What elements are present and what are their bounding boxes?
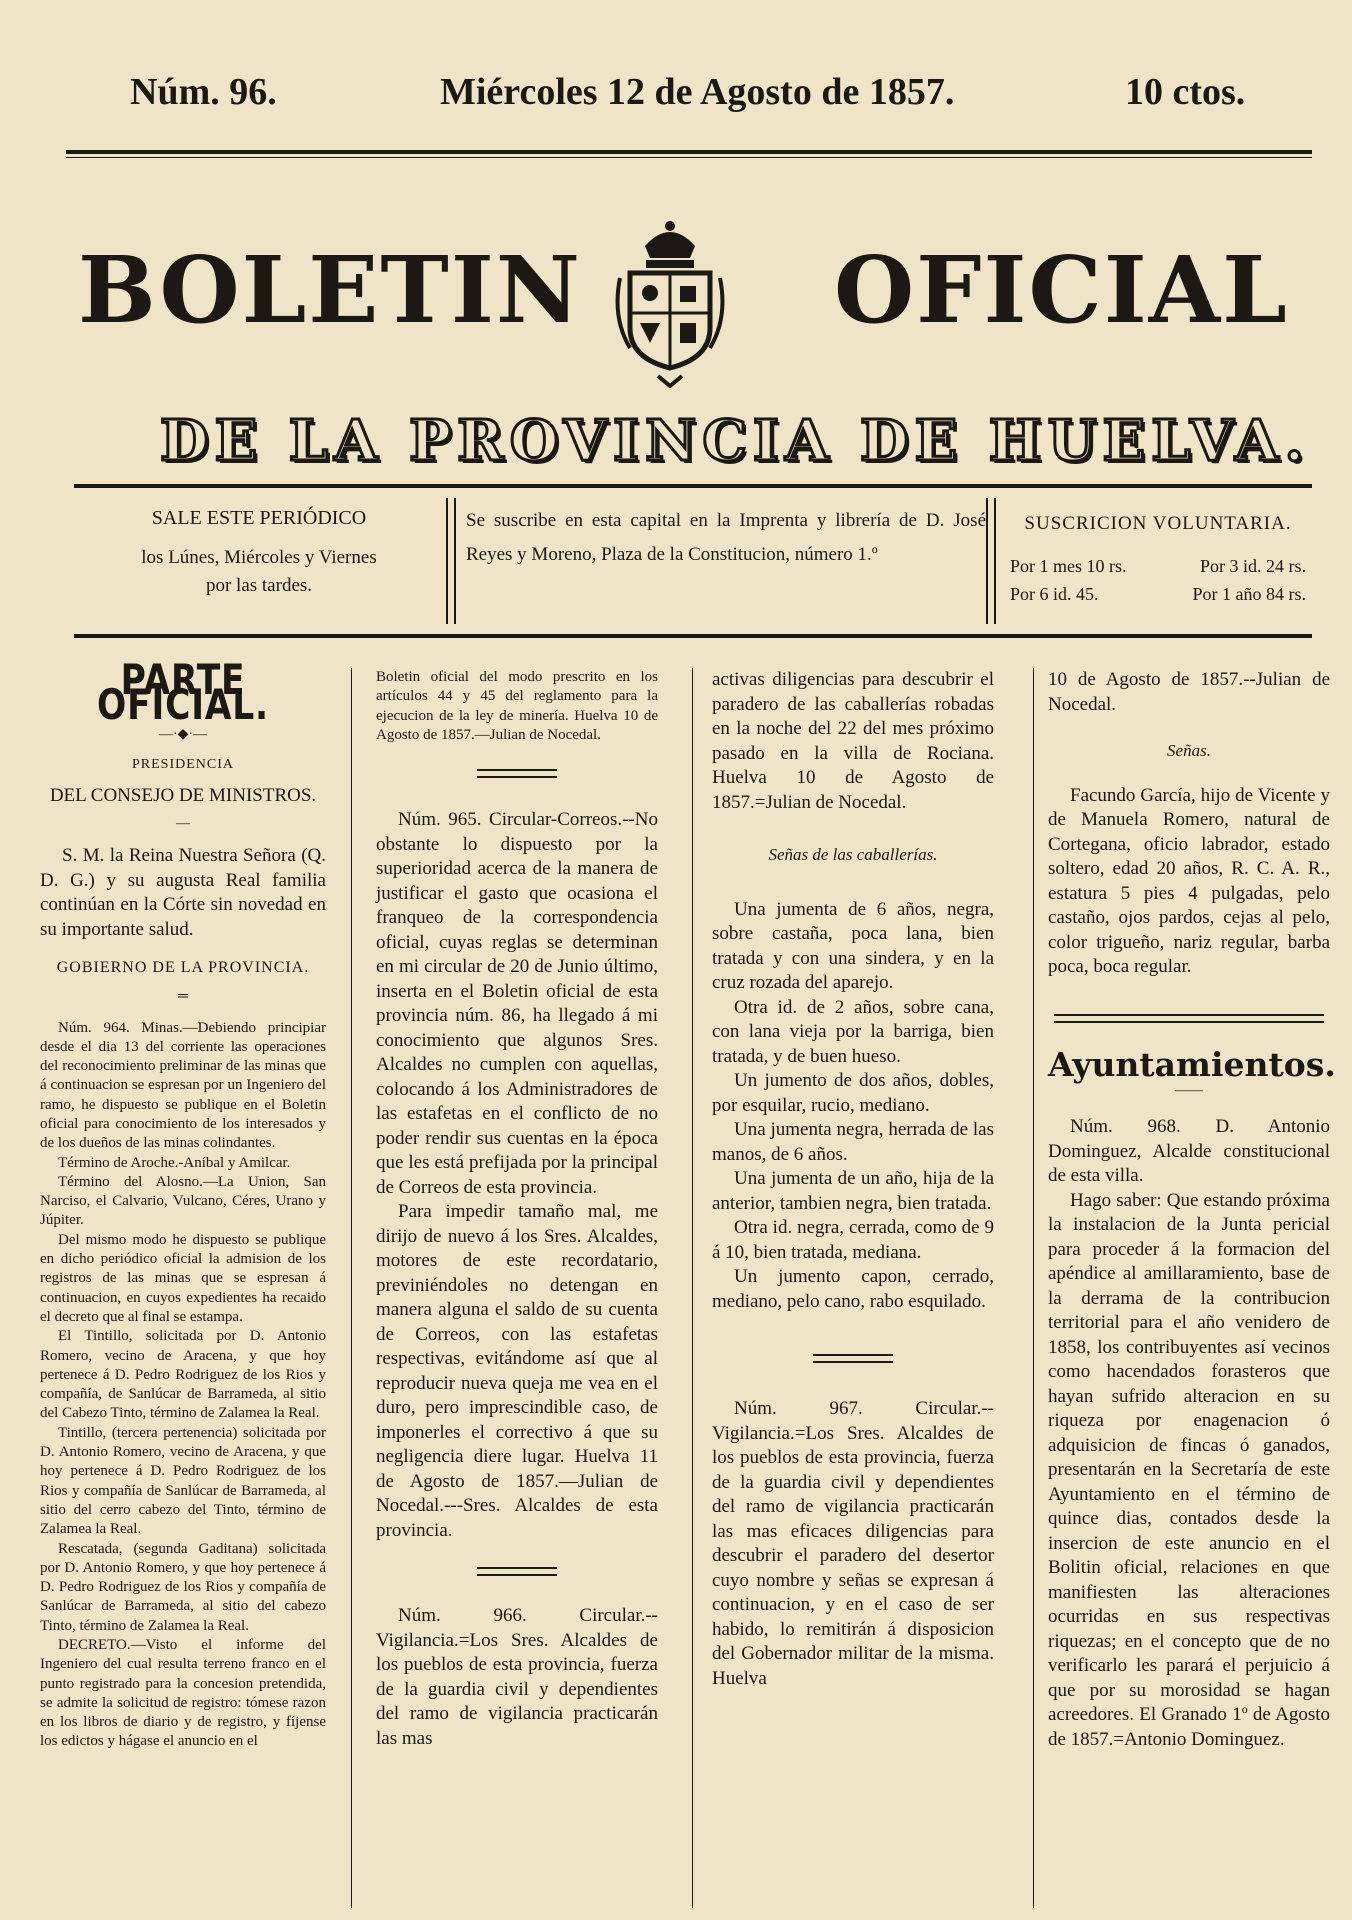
column-rule	[351, 668, 352, 1908]
ornament: —·◆·—	[158, 727, 208, 742]
horse-1: Una jumenta de 6 años, negra, sobre castaña, poca lana, bien tratada y con una sindera, y en la cruz rozada del aparejo.	[712, 898, 994, 993]
price-row	[1004, 552, 1312, 580]
notice-964-decreto: DECRETO.—Visto el informe del Ingeniero del cual resulta terreno franco en el punto registrado para la concesion pretendida, se admite la solicitud de registro: tómese razon en los libros de diario y de registro, y fíjense los edictos y hágase el anuncio en el	[40, 1637, 326, 1750]
notice-964-continued: Boletin oficial del modo prescrito en los artículos 44 y 45 del reglamento para la ejecucion de la ley de minería. Huelva 10 de Agosto de 1857.—Julian de Nocedal.	[376, 669, 658, 743]
price-1-month: Por 1 mes 10 rs.	[1010, 556, 1127, 576]
horse-2: Otra id. de 2 años, sobre cana, con lana vieja por la barriga, bien tratada, y de buen hueso.	[712, 996, 994, 1067]
horse-4: Una jumenta negra, herrada de las manos, de 6 años.	[712, 1119, 994, 1165]
price-3-months: Por 3 id. 24 rs.	[1199, 556, 1306, 576]
notice-964-registros: Del mismo modo he dispuesto se publique en dicho periódico oficial la admision de los registros de las minas que se espresan á continuacion, en cuyos expedientes ha recaido el decreto que al final se estampa.	[40, 1231, 326, 1325]
column-1	[40, 655, 326, 1752]
senas-label: Señas.	[1167, 741, 1211, 760]
notice-964-tintillo: El Tintillo, solicitada por D. Antonio Romero, vecino de Aracena, y que hoy pertenece á D. Pedro Rodriguez de los Rios y compañía, de Sanlúcar de Barrameda, al sitio del Cabezo Tinto, término de Zalamea la Real.	[40, 1328, 326, 1422]
issue-header	[120, 70, 1260, 120]
subscription-prices	[1004, 510, 1312, 656]
ornament: —	[176, 816, 190, 831]
horse-6: Otra id. negra, cerrada, como de 9 á 10, bien tratada, mediana.	[712, 1217, 994, 1263]
senas-caballerias-label: Señas de las caballerías.	[768, 845, 938, 864]
subscription-prices-title: SUSCRICION VOLUNTARIA.	[1024, 513, 1292, 534]
coat-of-arms-icon	[610, 218, 730, 388]
consejo-label: DEL CONSEJO DE MINISTROS.	[49, 784, 317, 806]
subscription-place: Se suscribe en esta capital en la Imprenta y librería de D. José Reyes y Moreno, Plaza de la Constitucion, número 1.º	[466, 510, 986, 565]
notice-968: Núm. 968. D. Antonio Dominguez, Alcalde constitucional de esta villa.	[1048, 1116, 1330, 1186]
column-4	[1048, 668, 1336, 1752]
notice-964-tintillo-3: Tintillo, (tercera pertenencia) solicitada por D. Antonio Romero, vecino de Aracena, y que hoy pertenece á D. Pedro Rodriguez de los Rios y compañía de Sanlúcar de Barrameda, al sitio del cerro cabezo del Tinto, término de Zalamea la Real.	[40, 1424, 326, 1538]
notice-964-alosno: Término del Alosno.—La Union, San Narciso, el Calvario, Vulcano, Céres, Urano y Júpiter.	[40, 1173, 326, 1229]
column-rule	[1033, 668, 1034, 1908]
ornament: ═	[178, 988, 188, 1004]
separator-rule	[477, 1567, 557, 1576]
header-rule-thin	[66, 157, 1312, 158]
notice-966: Núm. 966. Circular.--Vigilancia.=Los Sres. Alcaldes de los pueblos de esta provincia, fuerza de la guardia civil y dependientes del ramo de vigilancia practicarán las mas	[376, 1605, 658, 1749]
publication-days-title: SALE ESTE PERIÓDICO	[151, 507, 367, 529]
section-heading-parte-oficial: PARTE OFICIAL.	[97, 655, 269, 729]
masthead-title-right: OFICIAL	[834, 236, 1289, 344]
separator-rule	[813, 1354, 893, 1363]
masthead-subtitle: DE LA PROVINCIA DE HUELVA.	[160, 408, 1310, 474]
masthead-title-left: BOLETIN	[78, 236, 583, 344]
price-1-year: Por 1 año 84 rs.	[1192, 584, 1306, 604]
notice-964-rescatada: Rescatada, (segunda Gaditana) solicitada por D. Antonio Romero, y que hoy pertenece á D. Pedro Rodriguez de los Rios y compañía de Sanlúcar de Barrameda, al sitio del cabezo Tinto, término de Zalamea la Real.	[40, 1540, 326, 1634]
publication-days	[74, 504, 444, 650]
notice-965-para: Para impedir tamaño mal, me dirijo de nuevo á los Sres. Alcaldes, motores de este recordatario, previniéndoles no detengan en manera alguna el saldo de su cuenta de Correos, con las estafetas respectivas, evitándome así que al reproducir nueva queja me vea en el duro, pero imprescindible caso, de imponerles el correctivo á que su negligencia diere lugar. Huelva 11 de Agosto de 1857.—Julian de Nocedal.---Sres. Alcaldes de esta provincia.	[376, 1201, 658, 1541]
horse-3: Un jumento de dos años, dobles, por esquilar, rucio, mediano.	[712, 1070, 994, 1116]
publication-days-body: los Lúnes, Miércoles y Viernes por las tardes.	[141, 547, 377, 596]
box-divider	[446, 498, 456, 624]
horse-5: Una jumenta de un año, hija de la anterior, tambien negra, bien tratada.	[712, 1168, 994, 1214]
column-2	[376, 668, 658, 1751]
notice-964-aroche: Término de Aroche.-Aníbal y Amilcar.	[58, 1154, 291, 1171]
price-6-months: Por 6 id. 45.	[1010, 584, 1099, 604]
price-row	[1004, 580, 1312, 608]
section-heading-ayuntamientos: Ayuntamientos.	[1048, 1044, 1336, 1084]
royal-health-note: S. M. la Reina Nuestra Señora (Q. D. G.) y su augusta Real familia continúan en la Córte sin novedad en su importante salud.	[40, 845, 326, 940]
notice-967: Núm. 967. Circular.--Vigilancia.=Los Sres. Alcaldes de los pueblos de esta provincia, fuerza de la guardia civil y dependientes del ramo de vigilancia practicarán las mas eficaces diligencias para descubrir el paradero del desertor cuyo nombre y señas se expresan á continuacion, y en el caso de ser habido, lo remitirán á disposicion del Gobernador militar de la misma. Huelva	[712, 1398, 994, 1689]
column-rule	[692, 668, 693, 1908]
notice-964	[40, 1019, 326, 1752]
notice-968-body: Hago saber: Que estando próxima la instalacion de la Junta pericial para proceder á la formacion del apéndice al amillaramiento, base de la derrama de la contribucion territorial para el año venidero de 1858, los contribuyentes así vecinos como hacendados forasteros que hayan sufrido alteracion en su riqueza por enagenacion ó adquisicion de fincas ó ganados, presentarán en la Secretaría de este Ayuntamiento en el término de quince dias, contados desde la insercion de este anuncio en el Bolitin oficial, relaciones en que manifiesten las alteraciones ocurridas en sus respectivas riquezas; en el concepto que de no verificarlo les parará el perjuicio á que por su morosidad se hagan acreedores. El Granado 1º de Agosto de 1857.=Antonio Dominguez.	[1048, 1189, 1330, 1750]
header-rule	[66, 150, 1312, 154]
separator-rule	[1054, 1014, 1324, 1023]
notice-967-continued: 10 de Agosto de 1857.--Julian de Nocedal.	[1048, 669, 1330, 715]
subscription-box	[74, 484, 1312, 638]
gobierno-label: GOBIERNO DE LA PROVINCIA.	[56, 959, 310, 976]
notice-965: Núm. 965. Circular-Correos.--No obstante lo dispuesto por la superioridad acerca de la manera de justificar el gasto que ocasiona el franqueo de la correspondencia oficial, cuyas reglas se determinan en mi circular de 20 de Junio último, inserta en el Boletin oficial de esta provincia núm. 86, ha llegado á mi conocimiento que algunos Sres. Alcaldes no cumplen con aquellas, colocando á los Administradores de las estafetas en el conflicto de no poder rendir sus cuentas en la época que les está prefijada por la principal de Correos de esta provincia.	[376, 809, 658, 1198]
notice-964-body: Núm. 964. Minas.—Debiendo principiar desde el dia 13 del corriente las operaciones del reconocimiento preliminar de las minas que á continuacion se espresan por un Ingeniero del ramo, he dispuesto se publique en el Boletin oficial para conocimiento de los interesados y de los dueños de las minas colindantes.	[40, 1019, 326, 1152]
deserter-description: Facundo García, hijo de Vicente y de Manuela Romero, natural de Cortegana, oficio labrador, estado soltero, edad 20 años, R. C. A. R., estatura 5 pies 4 pulgadas, pelo castaño, ojos pardos, cejas al pelo, color trigueño, nariz regular, barba poca, boca regular.	[1048, 784, 1330, 977]
issue-number: Núm. 96.	[130, 71, 277, 113]
issue-date: Miércoles 12 de Agosto de 1857.	[440, 71, 955, 113]
notice-964-continuation	[376, 668, 658, 745]
horse-7: Un jumento capon, cerrado, mediano, pelo cano, rabo esquilado.	[712, 1266, 994, 1312]
column-3	[712, 668, 994, 1691]
notice-966-continued: activas diligencias para descubrir el paradero de las caballerías robadas en la noche del 22 del mes próximo pasado en la villa de Rociana. Huelva 10 de Agosto de 1857.=Julian de Nocedal.	[712, 669, 994, 813]
presidencia-label: PRESIDENCIA	[131, 757, 234, 772]
separator-rule	[477, 769, 557, 778]
ornament: ——	[1175, 1083, 1203, 1098]
box-divider	[986, 498, 996, 624]
issue-price: 10 ctos.	[1125, 71, 1246, 113]
